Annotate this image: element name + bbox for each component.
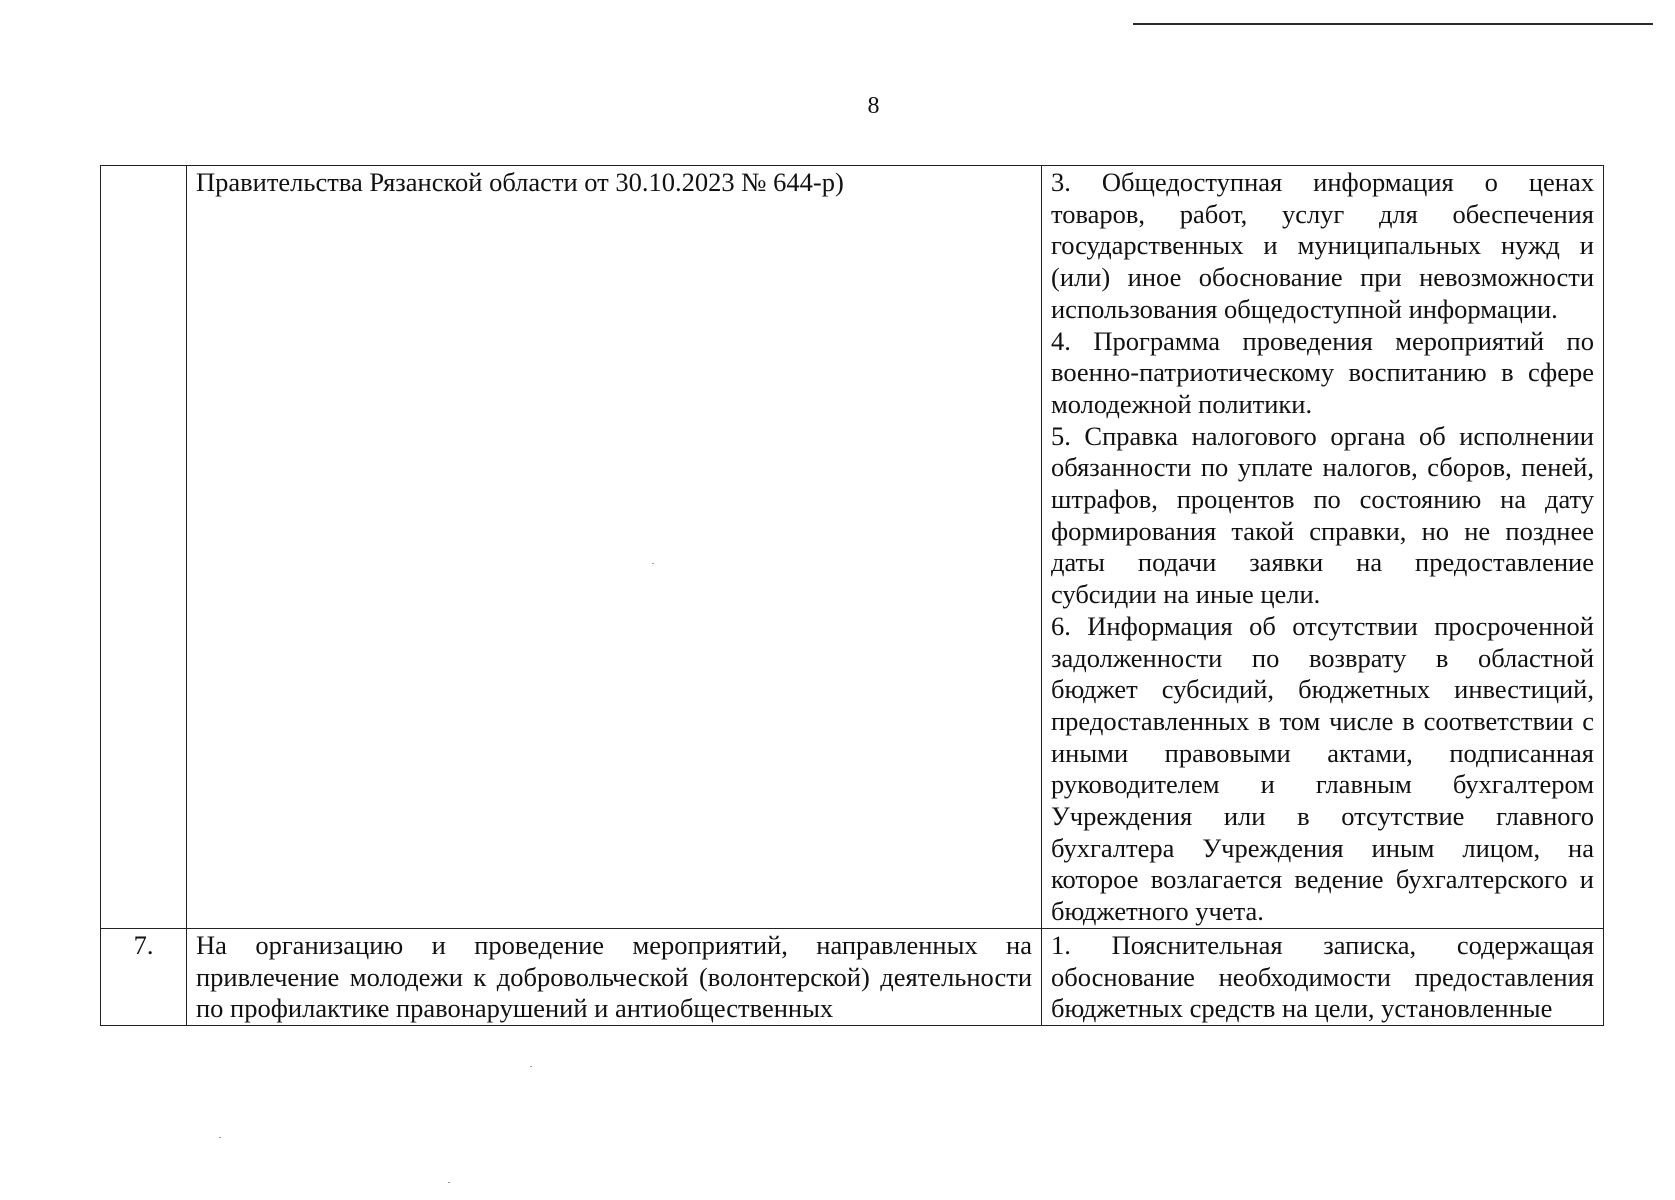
table-row [101, 166, 1604, 929]
scan-speck [219, 1137, 221, 1138]
document-item: 4. Программа проведения мероприятий по военно-патриотическому воспитанию в сфере молодежной политики. [1051, 325, 1594, 419]
documents-table [100, 165, 1604, 1026]
row-number-cell: 7. [101, 928, 187, 1025]
scan-speck [652, 563, 654, 564]
document-item: 1. Пояснительная записка, содержащая обоснование необходимости предоставления бюджетных средств на цели, установленные [1051, 929, 1594, 1024]
documents-cell [1042, 166, 1604, 929]
document-item: 6. Информация об отсутствии просроченной задолженности по возврату в областной бюджет субсидий, бюджетных инвестиций, предоставленных в том числе в соответствии с иными правовыми актами, подписанная руководителем и главным бухгалтером Учреждения или в отсутствие главного бухгалтера Учреждения иным лицом, на которое возлагается ведение бухгалтерского и бюджетного учета. [1051, 610, 1594, 927]
event-name-cell: На организацию и проведение мероприятий, направленных на привлечение молодежи к добровольческой (волонтерской) деятельности по профилактике правонарушений и антиобщественных [187, 928, 1042, 1025]
top-rule [1133, 23, 1653, 25]
table-row [101, 928, 1604, 1025]
event-name-cell: Правительства Рязанской области от 30.10.2023 № 644-р) [187, 166, 1042, 929]
documents-cell [1042, 928, 1604, 1025]
document-item: 3. Общедоступная информация о ценах товаров, работ, услуг для обеспечения государственных и муниципальных нужд и (или) иное обоснование при невозможности использования общедоступной информации. [1051, 167, 1594, 324]
page-number: 8 [867, 93, 880, 119]
row-number-cell [101, 166, 187, 929]
scan-speck [530, 1066, 532, 1067]
scan-speck [448, 1182, 450, 1183]
document-item: 5. Справка налогового органа об исполнении обязанности по уплате налогов, сборов, пеней, штрафов, процентов по состоянию на дату формирования такой справки, но не позднее даты подачи заявки на предоставление субсидии на иные цели. [1051, 420, 1594, 610]
